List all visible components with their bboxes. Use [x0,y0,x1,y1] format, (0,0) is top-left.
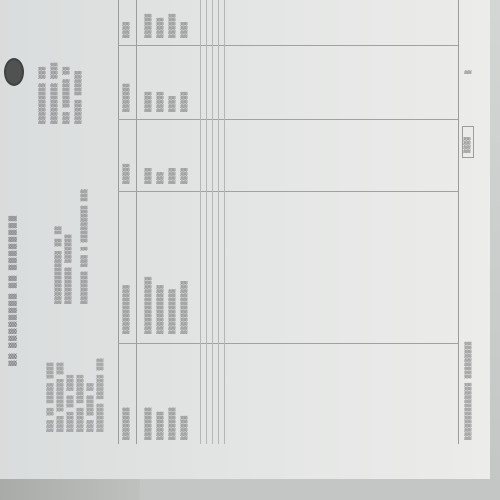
address-line: ▒▒▒▒▒▒▒▒ ▒▒▒ ▒ ▒▒▒▒▒▒▒▒▒ ▒▒▒ [81,188,88,304]
info-line: ▒▒▒▒ ▒▒▒▒▒▒▒▒ ▒▒▒ [57,362,64,432]
table-cell: ▒▒▒▒▒▒▒▒ [145,407,152,440]
reference-line: ▒▒▒▒▒▒▒▒▒▒ ▒▒▒ [39,66,46,124]
table-column-rule [118,191,458,192]
table-cell: ▒▒▒▒▒▒ [181,415,188,440]
table-cell: ▒▒▒▒▒▒▒ [157,411,164,440]
info-line: ▒▒▒ ▒▒▒▒▒ ▒▒ [87,382,94,432]
table-cell: ▒▒▒▒▒▒▒▒ [169,407,176,440]
table-header-cell: ▒▒▒▒▒▒▒ [123,83,130,112]
info-line: ▒▒▒▒▒▒▒ ▒▒▒▒▒▒ ▒▒▒ [97,357,104,432]
footer-box-label: ▒▒▒▒ [464,136,471,153]
table-cell: ▒▒▒▒ [181,167,188,184]
table-cell: ▒▒▒▒▒▒▒▒▒▒▒ [169,288,176,334]
address-line: ▒▒▒▒▒▒▒▒▒ ▒▒▒▒▒▒▒ [65,234,72,304]
table-header-cell: ▒▒▒▒▒ [123,163,130,184]
table-cell: ▒▒▒▒ [169,95,176,112]
table-column-rule [118,343,458,344]
table-cell: ▒▒▒▒ [181,21,188,38]
organization-name: ▒▒ ▒▒▒▒▒▒▒▒ ▒▒ ▒▒▒▒▒▒▒▒ [9,214,17,366]
info-line: ▒▒▒▒▒ ▒▒▒ ▒▒▒▒ [67,374,74,432]
table-header-cell: ▒▒▒▒ [123,21,130,38]
footer-mark: ▒ [465,69,472,74]
table-header-cell: ▒▒▒▒▒▒▒▒▒▒▒▒ [123,284,130,334]
table-cell: ▒▒▒▒▒ [157,17,164,38]
address-line: ▒▒▒▒▒▒▒▒▒▒▒▒▒ ▒▒ ▒▒ [55,225,62,304]
table-cell: ▒▒▒▒▒▒ [145,13,152,38]
table-top-rule [118,0,119,444]
table-cell: ▒▒▒▒▒ [157,91,164,112]
info-line: ▒▒▒▒▒▒ ▒▒▒▒▒▒▒ [77,374,84,432]
table-cell: ▒▒▒▒▒ [181,91,188,112]
blank-ruled-area [200,0,230,444]
reference-line: ▒▒▒▒▒▒ ▒▒▒▒▒▒ [75,70,82,124]
footer-text: ▒▒▒▒▒▒▒▒▒▒▒▒▒▒ ▒▒▒▒▒▒▒▒▒ [465,341,472,440]
info-line: ▒▒▒ ▒▒ ▒▒▒▒▒ ▒▒▒▒ [47,362,54,432]
reference-line: ▒▒▒ ▒▒▒▒▒▒▒ ▒▒ [63,66,70,124]
table-header-cell: ▒▒▒▒▒▒▒▒ [123,407,130,440]
table-cell: ▒▒▒▒▒▒▒▒▒▒▒▒▒▒ [145,276,152,334]
table-cell: ▒▒▒▒▒ [145,91,152,112]
table-cell: ▒▒▒▒▒▒ [169,13,176,38]
table-cell: ▒▒▒▒▒▒▒▒▒▒▒▒ [157,284,164,334]
footer-box [462,126,474,158]
table-cell: ▒▒▒ [157,171,164,184]
table-cell: ▒▒▒▒ [169,167,176,184]
organization-logo [4,58,24,86]
table-header-rule [136,0,137,444]
reference-line: ▒▒▒▒▒▒▒▒▒▒ ▒▒▒▒ [51,62,58,124]
table-cell: ▒▒▒▒▒▒▒▒▒▒▒▒▒ [181,280,188,334]
table-cell: ▒▒▒▒ [145,167,152,184]
table-column-rule [118,45,458,46]
footer-rule [458,0,459,444]
table-column-rule [118,119,458,120]
